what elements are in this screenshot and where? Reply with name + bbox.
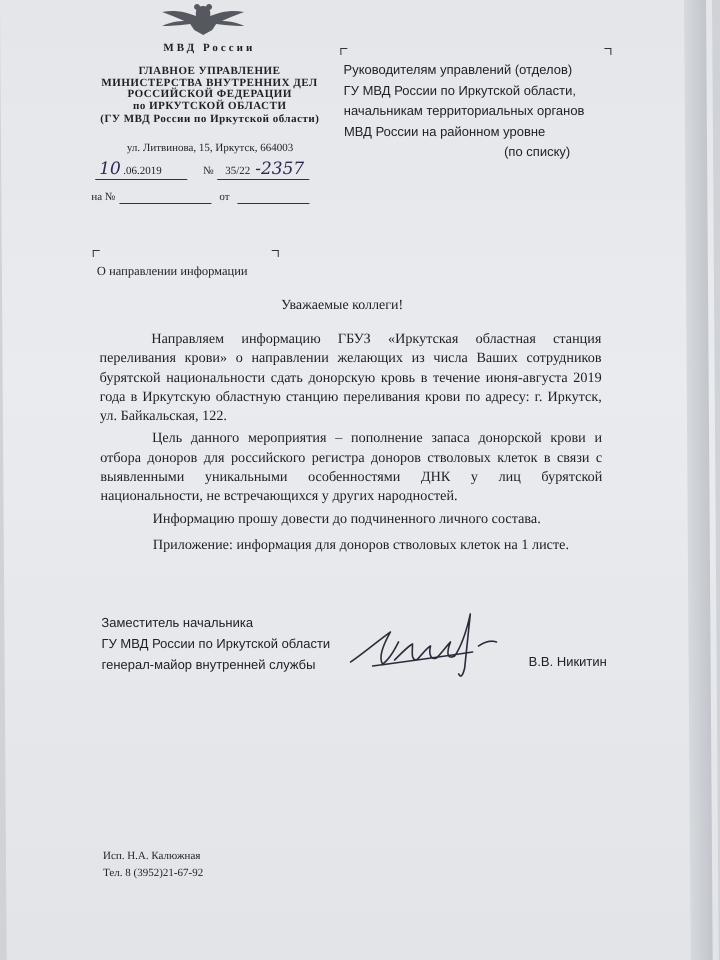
attachment-note bbox=[101, 535, 603, 555]
signatory-line: ГУ МВД России по Иркутской области bbox=[101, 636, 331, 651]
recipient-list-note: (по списку) bbox=[504, 144, 571, 160]
signatory-line: Заместитель начальника bbox=[101, 615, 254, 630]
body-paragraph: Направляем информацию ГБУЗ «Иркутская областная станция переливания крови» о направлении желающих из числа Ваших сотрудников бурятской национальности сдать донорскую кровь в течение июня-августа 2019 года в Иркутскую областную станцию переливания крови по адресу: г. Иркутск, ул. Байкальская, 122. bbox=[99, 331, 602, 425]
recipient-line: ГУ МВД России по Иркутской области, bbox=[343, 82, 576, 98]
executor-name: Исп. Н.А. Калюжная bbox=[102, 850, 201, 862]
organization-block bbox=[50, 66, 368, 126]
recipient-line: начальникам территориальных органов bbox=[343, 103, 585, 119]
org-line: по ИРКУТСКОЙ ОБЛАСТИ bbox=[132, 99, 287, 112]
letter-subject: О направлении информации bbox=[96, 264, 248, 278]
number-label: № bbox=[203, 165, 214, 177]
eagle-emblem-icon bbox=[148, 2, 258, 36]
body-paragraph: Цель данного мероприятия – пополнение запаса донорской крови и отбора доноров для российского регистра доноров стволовых клеток в связи с выявленными уникальными особенностями ДНК у лиц бурятской национальности, не встречающихся у других народностей. bbox=[100, 430, 603, 505]
org-line: ГЛАВНОЕ УПРАВЛЕНИЕ bbox=[138, 65, 281, 77]
signatory-name: В.В. Никитин bbox=[528, 654, 607, 669]
date-value: .06.2019 bbox=[123, 165, 162, 177]
agency-name: МВД России bbox=[163, 42, 256, 54]
registration-block bbox=[91, 159, 321, 209]
executor-phone: Тел. 8 (3952)21-67-92 bbox=[103, 867, 204, 879]
org-line: РОССИЙСКОЙ ФЕДЕРАЦИИ bbox=[127, 88, 292, 100]
org-address: ул. Литвинова, 15, Иркутск, 664003 bbox=[126, 142, 294, 154]
ref-number-label: на № bbox=[91, 191, 116, 203]
number-handwritten: -2357 bbox=[255, 159, 305, 179]
number-prefix: 35/22 bbox=[225, 165, 251, 177]
handwritten-signature bbox=[342, 602, 523, 682]
org-line: (ГУ МВД России по Иркутской области) bbox=[100, 113, 320, 125]
body-paragraph: Информацию прошу довести до подчиненного личного состава. bbox=[152, 510, 541, 527]
page-edge bbox=[684, 0, 713, 960]
executor-block bbox=[103, 848, 203, 882]
signatory-line: генерал-майор внутренней службы bbox=[101, 657, 316, 672]
signatory-title bbox=[101, 612, 330, 675]
recipient-line: Руководителям управлений (отделов) bbox=[343, 62, 573, 77]
date-day-handwritten: 10 bbox=[99, 159, 121, 179]
greeting: Уважаемые коллеги! bbox=[281, 298, 404, 313]
ref-date-label: от bbox=[219, 191, 230, 203]
recipient-line: МВД России на районном уровне bbox=[343, 123, 546, 139]
org-line: МИНИСТЕРСТВА ВНУТРЕННИХ ДЕЛ bbox=[101, 76, 318, 89]
attachment-text: Приложение: информация для доноров стволовых клеток на 1 листе. bbox=[152, 537, 570, 553]
letter-body bbox=[99, 330, 602, 529]
recipient-block bbox=[343, 60, 584, 163]
